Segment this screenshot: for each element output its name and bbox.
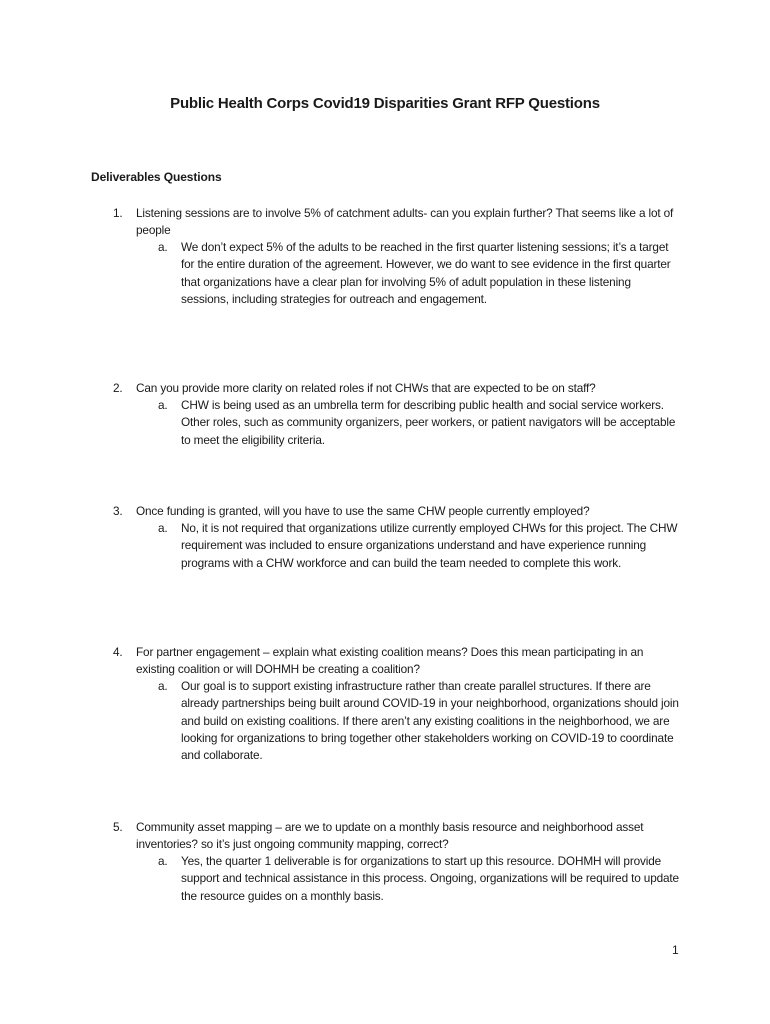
answer-text: Our goal is to support existing infrastructure rather than create parallel structures. If there are already partnerships being built around COVID-19 in your neighborhood, organizations should join and build on existing coalitions. If there aren’t any existing coalitions in the neighborhood, we are looking for organizations to bring together other stakeholders working on COVID-19 to coordinate and collaborate.: [181, 679, 679, 763]
answer-text: CHW is being used as an umbrella term for describing public health and social service workers. Other roles, such as community organizers, peer workers, or patient navigators will be acceptable to meet the eligibility criteria.: [181, 398, 676, 447]
question-text: For partner engagement – explain what existing coalition means? Does this mean participating in an existing coalition or will DOHMH be creating a coalition?: [136, 645, 644, 676]
answer-letter: a.: [158, 521, 168, 535]
answer-text: No, it is not required that organizations utilize currently employed CHWs for this project. The CHW requirement was included to ensure organizations understand and have experience running programs with a CHW workforce and can build the team needed to complete this work.: [181, 521, 678, 570]
answer-text: We don’t expect 5% of the adults to be reached in the first quarter listening sessions; it’s a target for the entire duration of the agreement. However, we do want to see evidence in the first quarter that organizations have a clear plan for involving 5% of adult population in these listening sessions, including strategies for outreach and engagement.: [181, 240, 671, 306]
question-item: [0, 644, 770, 764]
question-text: Community asset mapping – are we to update on a monthly basis resource and neighborhood asset inventories? so it’s just ongoing community mapping, correct?: [136, 820, 644, 851]
section-heading: Deliverables Questions: [91, 170, 222, 184]
answer-text-container: [0, 239, 681, 308]
answer-letter: a.: [158, 240, 168, 254]
question-text-container: [0, 644, 676, 678]
question-text-container: [0, 380, 676, 397]
question-item: [0, 380, 770, 449]
question-item: [0, 503, 770, 572]
question-number: 2.: [113, 381, 123, 395]
question-text-container: [0, 819, 676, 853]
question-text: Listening sessions are to involve 5% of catchment adults- can you explain further? That seems like a lot of people: [136, 206, 674, 237]
answer-letter: a.: [158, 398, 168, 412]
answer-text-container: [0, 520, 681, 572]
question-text-container: [0, 205, 676, 239]
question-text-container: [0, 503, 676, 520]
answer-text: Yes, the quarter 1 deliverable is for organizations to start up this resource. DOHMH will provide support and technical assistance in this process. Ongoing, organizations will be required to update the resource guides on a monthly basis.: [181, 854, 679, 903]
question-number: 5.: [113, 820, 123, 834]
question-text: Once funding is granted, will you have to use the same CHW people currently employed?: [136, 504, 590, 518]
answer-text-container: [0, 678, 681, 764]
question-number: 4.: [113, 645, 123, 659]
answer-letter: a.: [158, 679, 168, 693]
question-item: [0, 205, 770, 308]
answer-text-container: [0, 853, 681, 905]
question-number: 1.: [113, 206, 123, 220]
page-number: 1: [672, 943, 679, 957]
answer-text-container: [0, 397, 681, 449]
document-title: Public Health Corps Covid19 Disparities Grant RFP Questions: [170, 95, 600, 112]
question-number: 3.: [113, 504, 123, 518]
question-item: [0, 819, 770, 905]
question-text: Can you provide more clarity on related roles if not CHWs that are expected to be on staff?: [136, 381, 596, 395]
answer-letter: a.: [158, 854, 168, 868]
